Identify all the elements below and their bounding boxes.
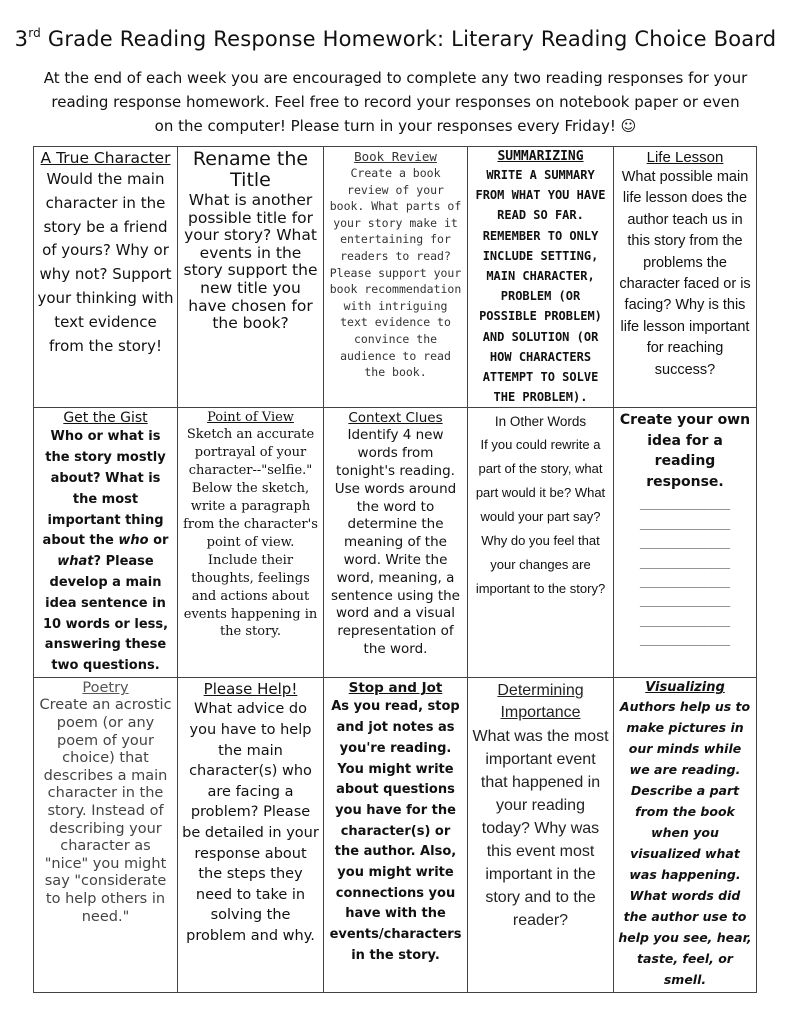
choice-heading: Determining Importance (497, 682, 584, 722)
choice-point-of-view (178, 408, 324, 678)
choice-text: What was the most important event that happened in your reading today? Why was this event most important in the story and to the reader? (472, 728, 609, 930)
choice-context-clues (324, 408, 468, 678)
title-ordinal: rd (28, 26, 41, 40)
choice-text: What advice do you have to help the main character(s) who are facing a problem? Please be detailed in your response about the steps they need to take in solving the problem and why. (182, 701, 319, 944)
choice-heading: Stop and Jot (348, 680, 443, 697)
choice-text: What is another possible title for your story? What events in the story support the new title you have chosen for the book? (183, 191, 318, 333)
choice-text: Sketch an accurate portrayal of your character--"selfie." Below the sketch, write a paragraph from the character's point of view. Include their thoughts, feelings and actions about events happening in the story. (183, 427, 318, 640)
choice-text: WRITE A SUMMARY FROM WHAT YOU HAVE READ SO FAR. REMEMBER TO ONLY INCLUDE SETTING, MAIN CHARACTER, PROBLEM (OR POSSIBLE PROBLEM) AND SOLUTION (OR HOW CHARACTERS ATTEMPT TO SOLVE THE PROBLEM). (475, 168, 606, 405)
choice-rename-title (178, 147, 324, 408)
choice-true-character (34, 147, 178, 408)
writing-line: ____________ (639, 553, 731, 569)
choice-poetry (34, 678, 178, 993)
choice-please-help (178, 678, 324, 993)
writing-line: ____________ (639, 611, 731, 627)
title-grade: 3 (14, 27, 29, 51)
choice-text: Would the main character in the story be a friend of yours? Why or why not? Support your thinking with text evidence from the story! (37, 170, 174, 355)
board-row (34, 678, 757, 993)
choice-heading: Life Lesson (646, 149, 724, 166)
choice-text: Create an acrostic poem (or any poem of your choice) that describes a main character in the story. Instead of describing your character as "nice" you might say "considerate to help others in need." (39, 697, 172, 925)
choice-text: If you could rewrite a part of the story, what part would it be? What would your part say? Why do you feel that your changes are important to the story? (475, 437, 606, 597)
choice-visualizing (614, 678, 757, 993)
choice-heading: Get the Gist (63, 410, 148, 427)
choice-text: What possible main life lesson does the author teach us in this story from the problems the character faced or is facing? Why is this life lesson important for reaching success? (619, 169, 751, 378)
writing-line: ____________ (639, 495, 731, 511)
choice-summarizing (468, 147, 614, 408)
choice-heading: Please Help! (203, 680, 298, 699)
choice-text: Create a book review of your book. What parts of your story make it entertaining for readers to read? Please support your book recommendation with intriguing text evidence to convince the audience to read the book. (329, 166, 462, 380)
intro-paragraph: At the end of each week you are encouraged to complete any two reading responses for your reading response homework. Feel free to record your responses on notebook paper or even on the computer! Please turn in your responses every Friday! ☺ (43, 69, 748, 135)
choice-heading: Point of View (207, 410, 294, 426)
choice-stop-and-jot (324, 678, 468, 993)
choice-text: As you read, stop and jot notes as you're reading. You might write about questions you have for the character(s) or the author. Also, you might write connections you have with the events/characters in the story. (329, 699, 462, 963)
board-row (34, 408, 757, 678)
choice-heading: Poetry (82, 680, 129, 697)
choice-heading: Context Clues (348, 410, 443, 427)
choice-heading: A True Character (40, 149, 171, 167)
choice-determining-importance (468, 678, 614, 993)
writing-line: ____________ (639, 631, 731, 647)
choice-heading: In Other Words (494, 414, 587, 430)
choice-heading: Create your own idea for a reading response. (619, 412, 751, 490)
page-title (0, 26, 791, 51)
writing-line: ____________ (639, 573, 731, 589)
writing-line: ____________ (639, 514, 731, 530)
choice-board (33, 146, 757, 993)
choice-book-review (324, 147, 468, 408)
choice-life-lesson (614, 147, 757, 408)
choice-get-the-gist (34, 408, 178, 678)
choice-heading: SUMMARIZING (497, 149, 584, 164)
writing-line: ____________ (639, 592, 731, 608)
title-text: Grade Reading Response Homework: Literary Reading Choice Board (40, 27, 777, 51)
choice-text: Authors help us to make pictures in our minds while we are reading. Describe a part from the book when you visualized what was happening. What words did the author use to help you see, hear, taste, feel, or smell. (618, 699, 752, 988)
choice-heading: Visualizing (645, 680, 725, 696)
choice-heading: Book Review (354, 149, 437, 164)
writing-lines (617, 493, 753, 648)
board-row (34, 147, 757, 408)
choice-in-other-words (468, 408, 614, 678)
choice-text: Identify 4 new words from tonight's reading. Use words around the word to determine the meaning of the word. Write the word, meaning, a sentence using the word and a visual representation of the word. (331, 427, 460, 657)
choice-heading: Rename the Title (192, 148, 309, 191)
writing-line: ____________ (639, 534, 731, 550)
choice-text: Who or what is the story mostly about? What is the most important thing about the who or what? Please develop a main idea sentence in 10 words or less, answering these two questions. (42, 429, 169, 674)
choice-create-your-own (614, 408, 757, 678)
